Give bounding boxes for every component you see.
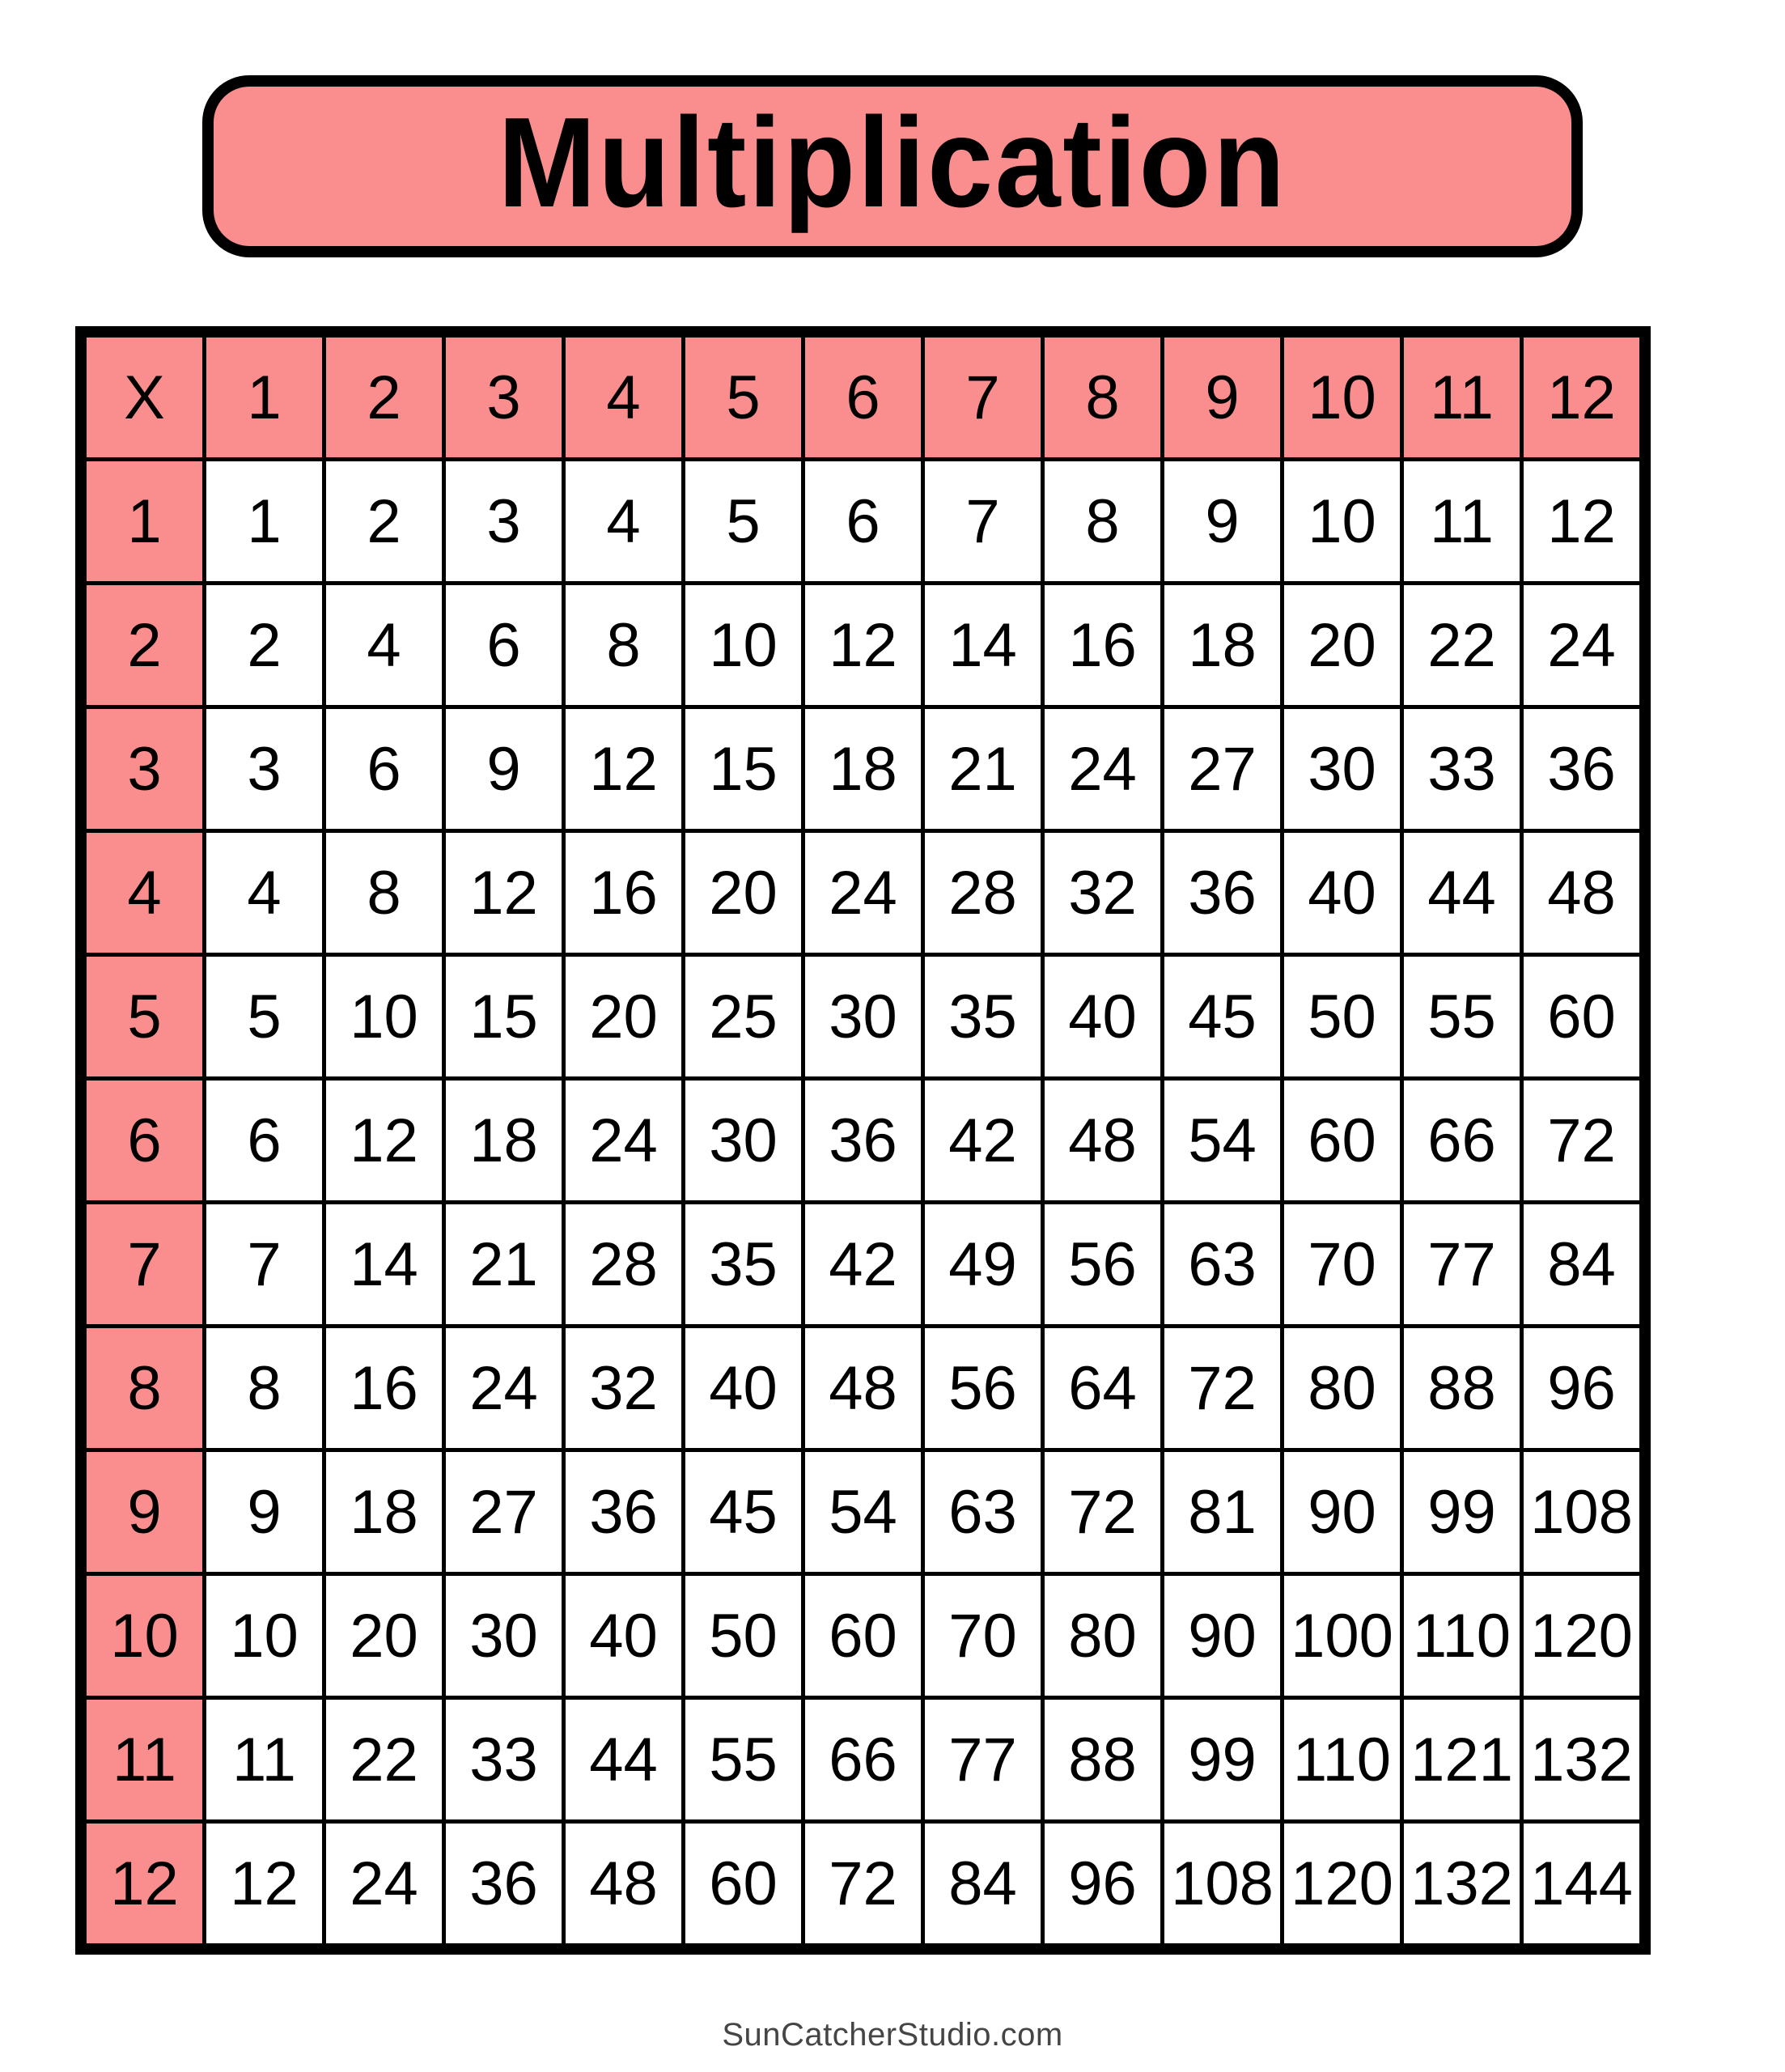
row-header-cell: 4 <box>85 831 205 955</box>
product-cell: 20 <box>564 955 684 1079</box>
product-cell: 77 <box>923 1698 1043 1822</box>
product-cell: 88 <box>1043 1698 1163 1822</box>
product-cell: 5 <box>205 955 324 1079</box>
product-cell: 49 <box>923 1203 1043 1327</box>
table-row <box>85 955 1642 1079</box>
table-row <box>85 1574 1642 1698</box>
product-cell: 44 <box>1402 831 1522 955</box>
product-cell: 6 <box>324 707 444 831</box>
product-cell: 22 <box>324 1698 444 1822</box>
product-cell: 8 <box>1043 460 1163 584</box>
product-cell: 36 <box>1522 707 1642 831</box>
table-wrap <box>75 326 1651 1955</box>
product-cell: 40 <box>1043 955 1163 1079</box>
footer-credit: SunCatcherStudio.com <box>722 2017 1063 2053</box>
product-cell: 30 <box>684 1079 803 1203</box>
product-cell: 10 <box>1283 460 1402 584</box>
product-cell: 18 <box>324 1450 444 1574</box>
row-header-cell: 10 <box>85 1574 205 1698</box>
product-cell: 60 <box>1283 1079 1402 1203</box>
product-cell: 12 <box>564 707 684 831</box>
product-cell: 84 <box>923 1822 1043 1946</box>
table-row <box>85 1203 1642 1327</box>
product-cell: 40 <box>1283 831 1402 955</box>
row-header-cell: 8 <box>85 1327 205 1450</box>
column-header-cell: 10 <box>1283 336 1402 460</box>
product-cell: 45 <box>1163 955 1283 1079</box>
product-cell: 8 <box>205 1327 324 1450</box>
product-cell: 15 <box>444 955 564 1079</box>
product-cell: 28 <box>564 1203 684 1327</box>
product-cell: 12 <box>324 1079 444 1203</box>
product-cell: 70 <box>1283 1203 1402 1327</box>
product-cell: 24 <box>564 1079 684 1203</box>
product-cell: 54 <box>803 1450 923 1574</box>
column-header-cell: 4 <box>564 336 684 460</box>
product-cell: 132 <box>1402 1822 1522 1946</box>
product-cell: 3 <box>205 707 324 831</box>
product-cell: 81 <box>1163 1450 1283 1574</box>
table-row <box>85 1822 1642 1946</box>
product-cell: 110 <box>1402 1574 1522 1698</box>
table-row <box>85 1698 1642 1822</box>
product-cell: 4 <box>564 460 684 584</box>
product-cell: 7 <box>923 460 1043 584</box>
product-cell: 24 <box>1043 707 1163 831</box>
column-header-cell: 8 <box>1043 336 1163 460</box>
product-cell: 84 <box>1522 1203 1642 1327</box>
product-cell: 40 <box>564 1574 684 1698</box>
column-header-cell: 5 <box>684 336 803 460</box>
product-cell: 32 <box>1043 831 1163 955</box>
product-cell: 9 <box>444 707 564 831</box>
column-header-cell: 6 <box>803 336 923 460</box>
product-cell: 120 <box>1283 1822 1402 1946</box>
product-cell: 80 <box>1283 1327 1402 1450</box>
product-cell: 120 <box>1522 1574 1642 1698</box>
column-header-cell: 3 <box>444 336 564 460</box>
product-cell: 8 <box>564 584 684 707</box>
product-cell: 11 <box>205 1698 324 1822</box>
product-cell: 15 <box>684 707 803 831</box>
product-cell: 121 <box>1402 1698 1522 1822</box>
product-cell: 72 <box>1522 1079 1642 1203</box>
product-cell: 60 <box>684 1822 803 1946</box>
product-cell: 110 <box>1283 1698 1402 1822</box>
column-header-cell: 12 <box>1522 336 1642 460</box>
column-header-cell: 2 <box>324 336 444 460</box>
product-cell: 6 <box>205 1079 324 1203</box>
product-cell: 22 <box>1402 584 1522 707</box>
product-cell: 10 <box>684 584 803 707</box>
product-cell: 42 <box>803 1203 923 1327</box>
product-cell: 99 <box>1402 1450 1522 1574</box>
product-cell: 10 <box>324 955 444 1079</box>
product-cell: 42 <box>923 1079 1043 1203</box>
product-cell: 96 <box>1043 1822 1163 1946</box>
product-cell: 24 <box>803 831 923 955</box>
table-row <box>85 1079 1642 1203</box>
product-cell: 24 <box>324 1822 444 1946</box>
product-cell: 77 <box>1402 1203 1522 1327</box>
product-cell: 36 <box>444 1822 564 1946</box>
product-cell: 55 <box>684 1698 803 1822</box>
corner-cell: X <box>85 336 205 460</box>
product-cell: 50 <box>1283 955 1402 1079</box>
column-header-cell: 7 <box>923 336 1043 460</box>
product-cell: 18 <box>444 1079 564 1203</box>
product-cell: 60 <box>803 1574 923 1698</box>
product-cell: 4 <box>205 831 324 955</box>
table-row <box>85 460 1642 584</box>
product-cell: 64 <box>1043 1327 1163 1450</box>
table-row <box>85 584 1642 707</box>
product-cell: 6 <box>803 460 923 584</box>
product-cell: 6 <box>444 584 564 707</box>
product-cell: 96 <box>1522 1327 1642 1450</box>
row-header-cell: 5 <box>85 955 205 1079</box>
product-cell: 30 <box>444 1574 564 1698</box>
product-cell: 72 <box>1163 1327 1283 1450</box>
product-cell: 50 <box>684 1574 803 1698</box>
product-cell: 27 <box>1163 707 1283 831</box>
product-cell: 14 <box>324 1203 444 1327</box>
row-header-cell: 11 <box>85 1698 205 1822</box>
product-cell: 28 <box>923 831 1043 955</box>
column-header-cell: 1 <box>205 336 324 460</box>
product-cell: 48 <box>564 1822 684 1946</box>
product-cell: 25 <box>684 955 803 1079</box>
product-cell: 16 <box>324 1327 444 1450</box>
product-cell: 9 <box>1163 460 1283 584</box>
row-header-cell: 1 <box>85 460 205 584</box>
product-cell: 18 <box>803 707 923 831</box>
product-cell: 40 <box>684 1327 803 1450</box>
product-cell: 4 <box>324 584 444 707</box>
product-cell: 56 <box>923 1327 1043 1450</box>
product-cell: 16 <box>1043 584 1163 707</box>
product-cell: 44 <box>564 1698 684 1822</box>
product-cell: 63 <box>923 1450 1043 1574</box>
product-cell: 35 <box>923 955 1043 1079</box>
product-cell: 12 <box>1522 460 1642 584</box>
page-title: Multiplication <box>498 91 1287 234</box>
product-cell: 18 <box>1163 584 1283 707</box>
product-cell: 24 <box>1522 584 1642 707</box>
product-cell: 30 <box>1283 707 1402 831</box>
product-cell: 20 <box>684 831 803 955</box>
product-cell: 21 <box>444 1203 564 1327</box>
product-cell: 27 <box>444 1450 564 1574</box>
product-cell: 32 <box>564 1327 684 1450</box>
product-cell: 72 <box>1043 1450 1163 1574</box>
product-cell: 20 <box>1283 584 1402 707</box>
product-cell: 132 <box>1522 1698 1642 1822</box>
table-row <box>85 1327 1642 1450</box>
product-cell: 66 <box>1402 1079 1522 1203</box>
product-cell: 48 <box>803 1327 923 1450</box>
product-cell: 16 <box>564 831 684 955</box>
product-cell: 12 <box>205 1822 324 1946</box>
product-cell: 108 <box>1163 1822 1283 1946</box>
product-cell: 48 <box>1522 831 1642 955</box>
product-cell: 24 <box>444 1327 564 1450</box>
table-body <box>85 460 1642 1946</box>
product-cell: 12 <box>803 584 923 707</box>
product-cell: 56 <box>1043 1203 1163 1327</box>
product-cell: 54 <box>1163 1079 1283 1203</box>
product-cell: 72 <box>803 1822 923 1946</box>
row-header-cell: 7 <box>85 1203 205 1327</box>
table-row <box>85 831 1642 955</box>
product-cell: 88 <box>1402 1327 1522 1450</box>
product-cell: 33 <box>1402 707 1522 831</box>
product-cell: 1 <box>205 460 324 584</box>
product-cell: 2 <box>324 460 444 584</box>
product-cell: 36 <box>1163 831 1283 955</box>
column-header-cell: 9 <box>1163 336 1283 460</box>
product-cell: 7 <box>205 1203 324 1327</box>
product-cell: 35 <box>684 1203 803 1327</box>
product-cell: 48 <box>1043 1079 1163 1203</box>
product-cell: 45 <box>684 1450 803 1574</box>
product-cell: 2 <box>205 584 324 707</box>
product-cell: 100 <box>1283 1574 1402 1698</box>
product-cell: 36 <box>803 1079 923 1203</box>
product-cell: 11 <box>1402 460 1522 584</box>
header-row <box>85 336 1642 460</box>
product-cell: 60 <box>1522 955 1642 1079</box>
product-cell: 14 <box>923 584 1043 707</box>
row-header-cell: 2 <box>85 584 205 707</box>
product-cell: 70 <box>923 1574 1043 1698</box>
product-cell: 36 <box>564 1450 684 1574</box>
product-cell: 63 <box>1163 1203 1283 1327</box>
product-cell: 12 <box>444 831 564 955</box>
product-cell: 108 <box>1522 1450 1642 1574</box>
product-cell: 3 <box>444 460 564 584</box>
product-cell: 80 <box>1043 1574 1163 1698</box>
product-cell: 144 <box>1522 1822 1642 1946</box>
product-cell: 66 <box>803 1698 923 1822</box>
product-cell: 9 <box>205 1450 324 1574</box>
product-cell: 55 <box>1402 955 1522 1079</box>
product-cell: 90 <box>1283 1450 1402 1574</box>
table-row <box>85 1450 1642 1574</box>
product-cell: 33 <box>444 1698 564 1822</box>
row-header-cell: 12 <box>85 1822 205 1946</box>
product-cell: 30 <box>803 955 923 1079</box>
row-header-cell: 6 <box>85 1079 205 1203</box>
table-row <box>85 707 1642 831</box>
product-cell: 90 <box>1163 1574 1283 1698</box>
multiplication-table <box>83 333 1643 1947</box>
column-header-cell: 11 <box>1402 336 1522 460</box>
product-cell: 21 <box>923 707 1043 831</box>
product-cell: 5 <box>684 460 803 584</box>
row-header-cell: 3 <box>85 707 205 831</box>
product-cell: 20 <box>324 1574 444 1698</box>
title-box <box>202 75 1583 257</box>
product-cell: 99 <box>1163 1698 1283 1822</box>
row-header-cell: 9 <box>85 1450 205 1574</box>
product-cell: 8 <box>324 831 444 955</box>
product-cell: 10 <box>205 1574 324 1698</box>
